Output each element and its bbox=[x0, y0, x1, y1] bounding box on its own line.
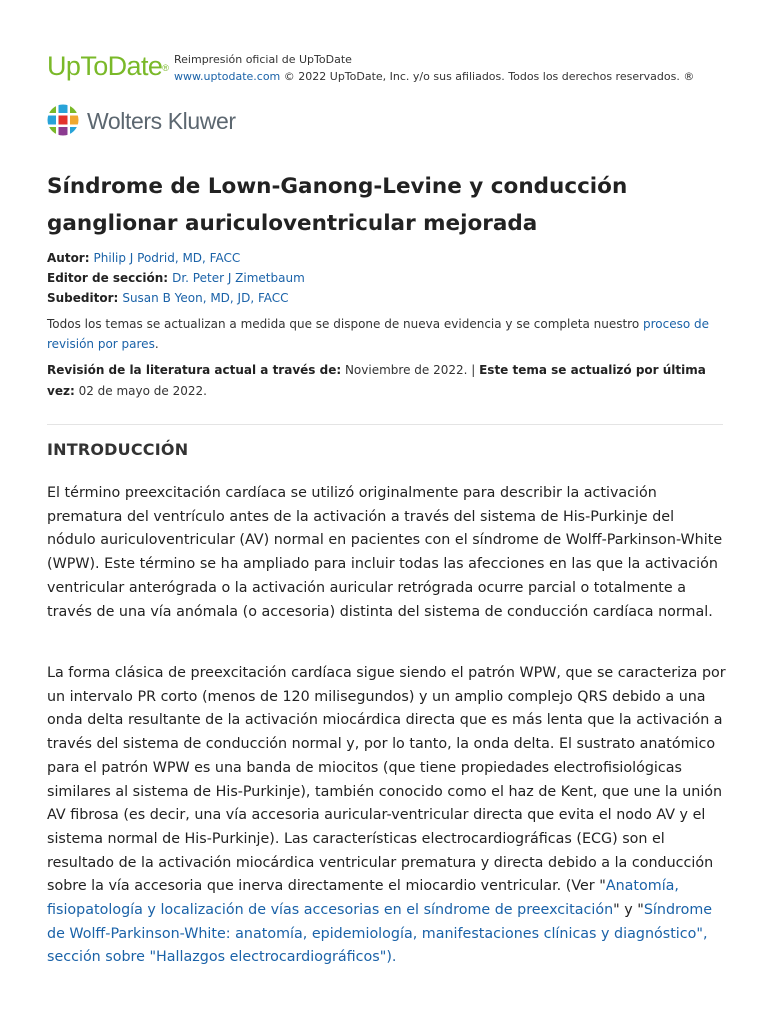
accessory-pathways-link[interactable]: Anatomía, fisiopatología y localización de vías accesorias en el síndrome de preexcitación bbox=[47, 878, 679, 919]
editor-link[interactable]: Dr. Peter J Zimetbaum bbox=[172, 271, 305, 285]
uptodate-logo-text: UpToDate bbox=[47, 51, 163, 81]
wpw-syndrome-link[interactable]: Síndrome de Wolff-Parkinson-White: anatomía, epidemiología, manifestaciones clínicas y diagnóstico", sección sobre "Hallazgos electrocardiográficos"). bbox=[47, 902, 713, 966]
editor-row bbox=[47, 268, 305, 288]
notice-text: Todos los temas se actualizan a medida que se dispone de nueva evidencia y se completa nuestro bbox=[47, 317, 643, 331]
deputy-editor-row bbox=[47, 288, 305, 308]
wolters-kluwer-logo bbox=[47, 104, 267, 136]
article-title: Síndrome de Lown-Ganong-Levine y conducción ganglionar auriculoventricular mejorada bbox=[47, 174, 628, 236]
author-label: Autor: bbox=[47, 251, 90, 265]
review-value: Noviembre de 2022. | bbox=[341, 363, 480, 377]
editor-label: Editor de sección: bbox=[47, 271, 169, 285]
review-dates bbox=[47, 360, 727, 402]
wolters-kluwer-text: Wolters Kluwer bbox=[87, 108, 236, 134]
update-notice bbox=[47, 314, 727, 354]
paragraph-2-text: La forma clásica de preexcitación cardíaca sigue siendo el patrón WPW, que se caracteriza por un intervalo PR corto (menos de 120 milisegundos) y un amplio complejo QRS debido a una onda delta resultante de la activación miocárdica directa que es más lenta que la activación a través del sistema de conducción normal y, por lo tanto, la onda delta. El sustrato anatómico para el patrón WPW es una banda de miocitos (que tiene propiedades electrofisiológicas similares al sistema de His-Purkinje), también conocido como el haz de Kent, que une la unión AV fibrosa (es decir, una vía accesoria auricular-ventricular directa que evita el nodo AV y el sistema normal de His-Purkinje). Las características electrocardiográficas (ECG) son el resultado de la activación miocárdica ventricular prematura y directa debido a la conducción sobre la vía accesoria que inerva directamente el miocardio ventricular. (Ver " bbox=[47, 665, 726, 895]
updated-label: Este tema se actualizó por última vez: bbox=[47, 363, 706, 398]
author-row bbox=[47, 248, 305, 268]
notice-end: . bbox=[154, 337, 159, 351]
uptodate-logo[interactable] bbox=[47, 52, 168, 80]
author-link[interactable]: Philip J Podrid, MD, FACC bbox=[93, 251, 241, 265]
copyright-text: © 2022 UpToDate, Inc. y/o sus afiliados. Todos los derechos reservados. ® bbox=[280, 70, 695, 83]
article-credits bbox=[47, 248, 305, 308]
registered-mark: ® bbox=[162, 63, 169, 73]
reprint-notice bbox=[174, 51, 694, 85]
intro-paragraph-1: El término preexcitación cardíaca se utilizó originalmente para describir la activación prematura del ventrículo antes de la activación a través del sistema de His-Purkinje del nódulo auriculoventricular (AV) normal en pacientes con el síndrome de Wolff-Parkinson-White (WPW). Este término se ha ampliado para incluir todas las afecciones en las que la activación ventricular anterógrada o la activación auricular retrógrada ocurre parcial o totalmente a través de una vía anómala (o accesoria) distinta del sistema de conducción cardíaca normal. bbox=[47, 485, 723, 620]
copyright-line bbox=[174, 68, 694, 85]
section-divider bbox=[47, 424, 723, 425]
wolters-kluwer-mark-icon bbox=[47, 104, 79, 136]
deputy-editor-link[interactable]: Susan B Yeon, MD, JD, FACC bbox=[122, 291, 289, 305]
website-link[interactable]: www.uptodate.com bbox=[174, 70, 281, 83]
updated-value: 02 de mayo de 2022. bbox=[74, 384, 207, 398]
review-label: Revisión de la literatura actual a través de: bbox=[47, 363, 342, 377]
section-heading: INTRODUCCIÓN bbox=[47, 440, 189, 459]
between-links-text: " y " bbox=[613, 902, 644, 919]
reprint-header bbox=[47, 48, 727, 88]
reprint-line: Reimpresión oficial de UpToDate bbox=[174, 53, 352, 66]
deputy-editor-label: Subeditor: bbox=[47, 291, 119, 305]
peer-review-link[interactable]: proceso de revisión por pares bbox=[47, 317, 710, 351]
intro-paragraph-2 bbox=[47, 662, 727, 970]
